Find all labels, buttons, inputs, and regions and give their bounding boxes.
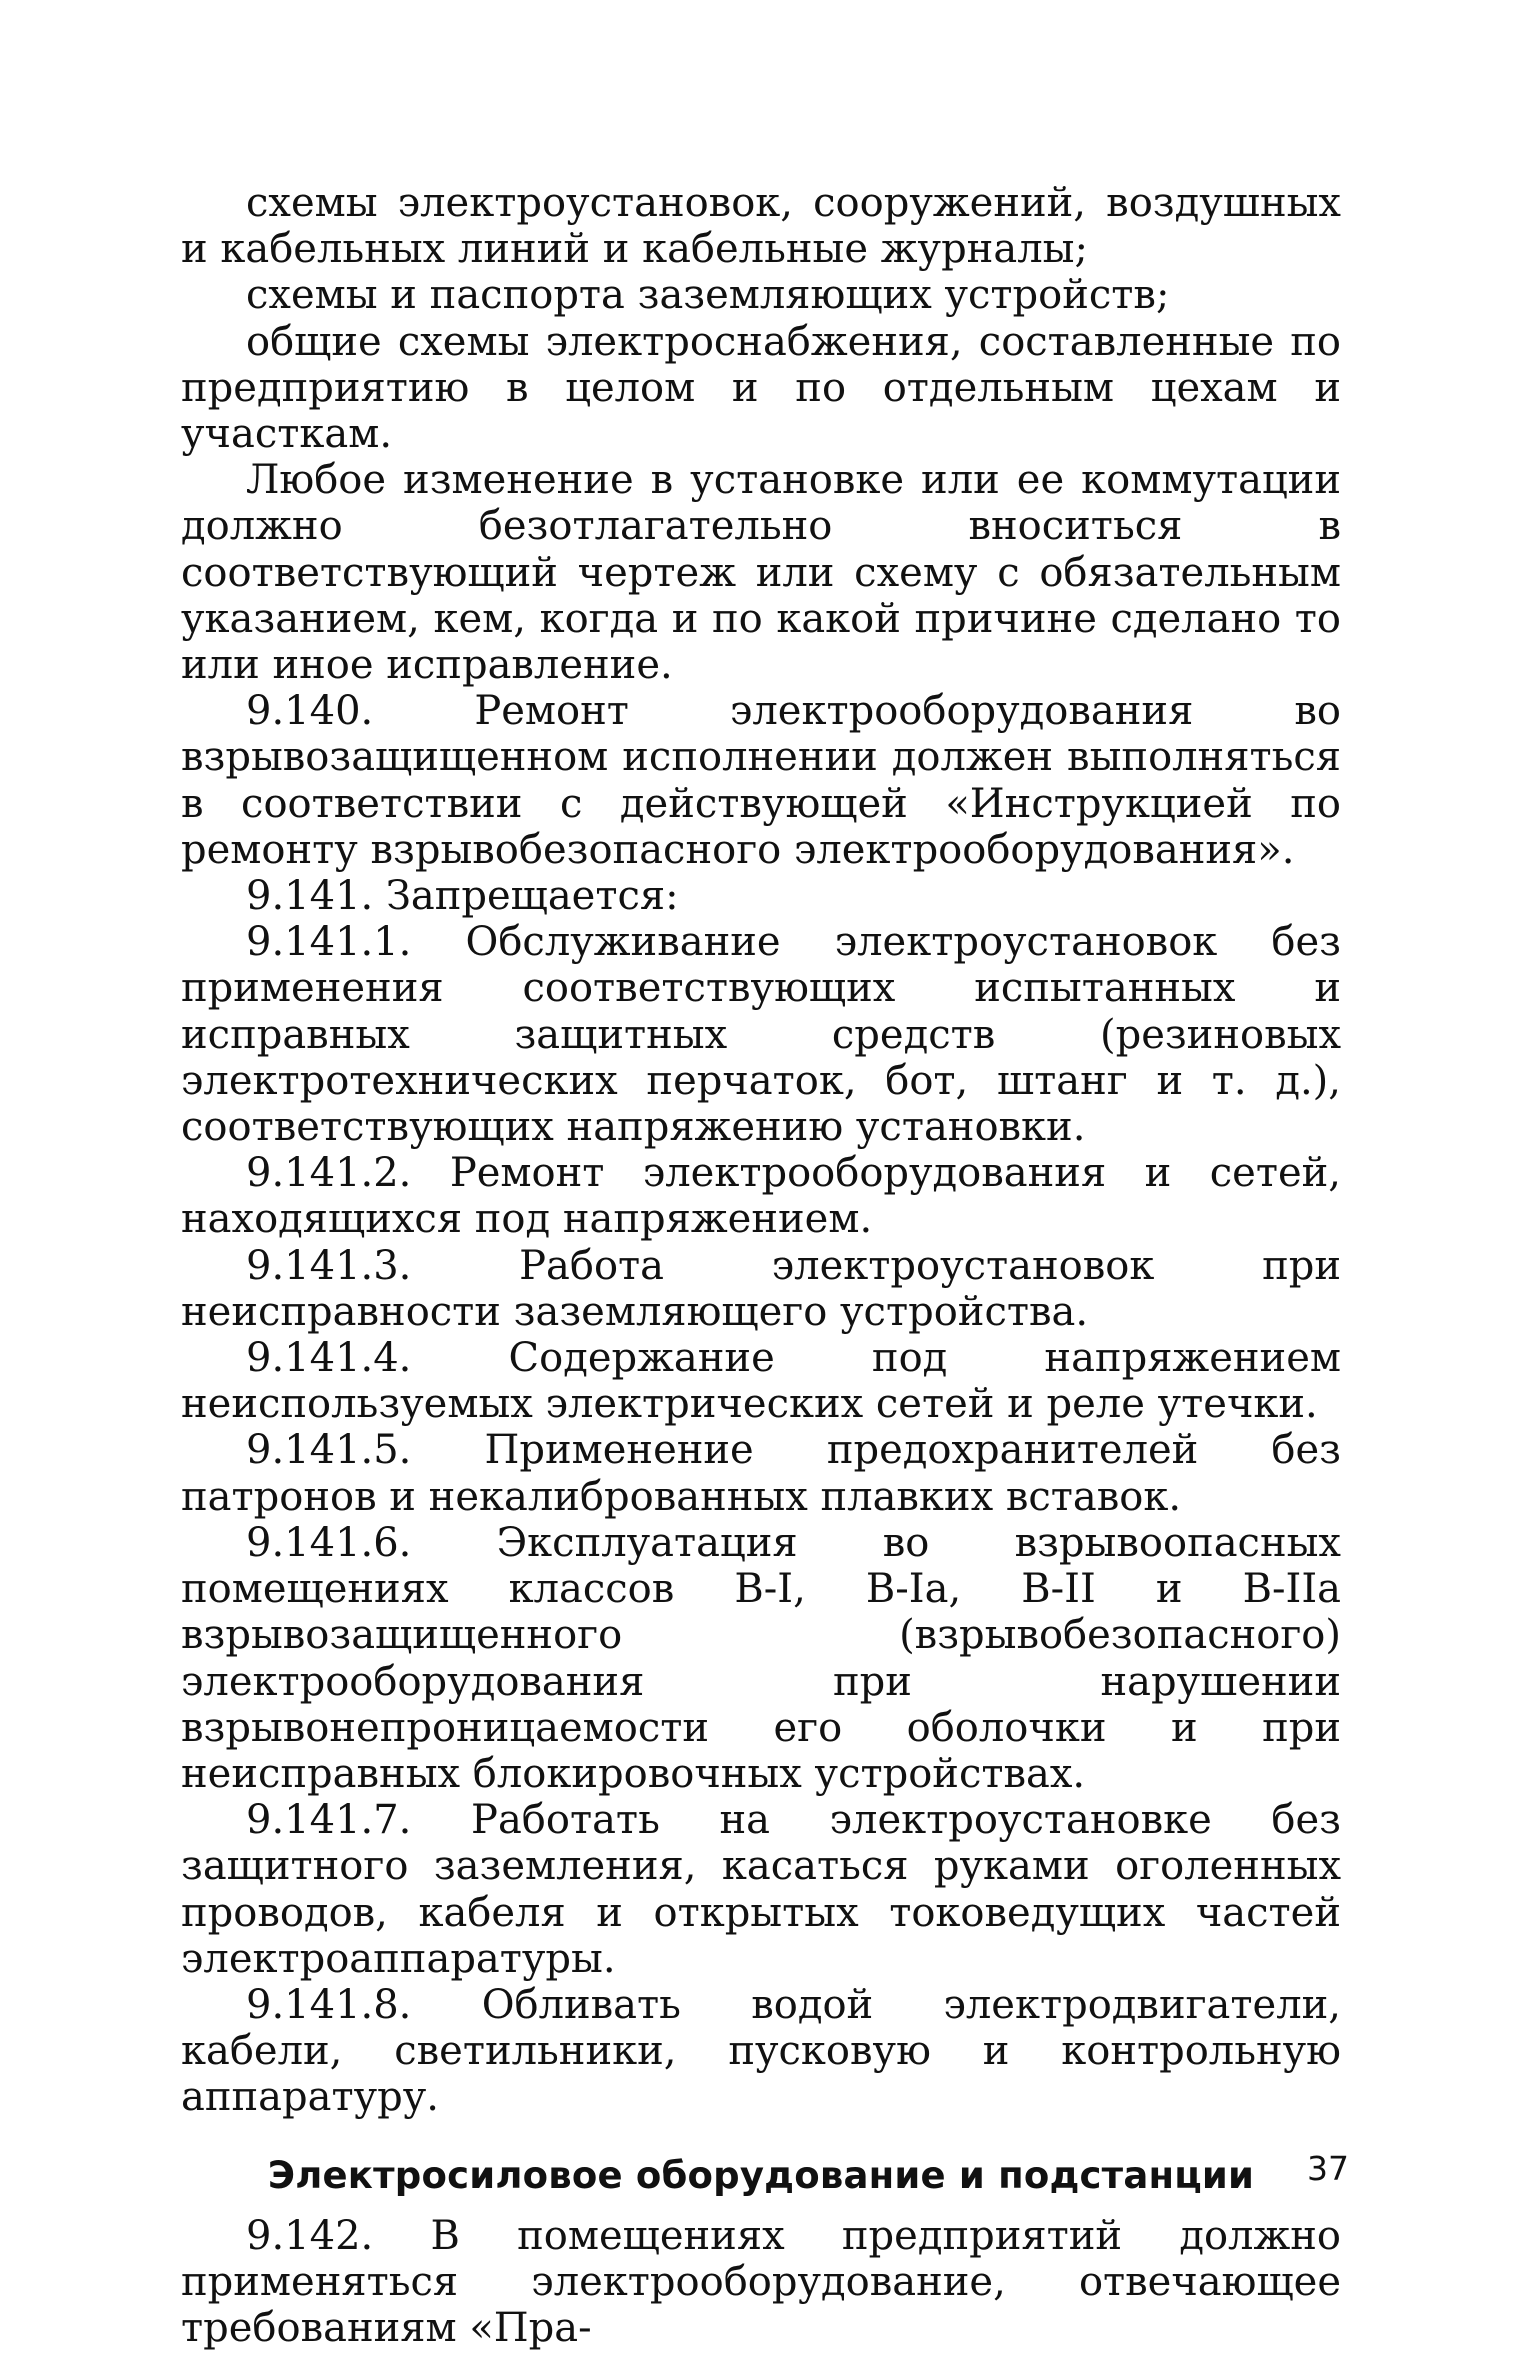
paragraph-schemes-installations: схемы электроустановок, сооружений, воздушных и кабельных линий и кабельные журналы; [181,180,1341,273]
paragraph-9-141-5: 9.141.5. Применение предохранителей без патронов и некалиброванных плавких вставок. [181,1427,1341,1520]
paragraph-9-141-3: 9.141.3. Работа электроустановок при неисправности заземляющего устройства. [181,1242,1341,1335]
paragraph-grounding-schemes: схемы и паспорта заземляющих устройств; [246,272,1170,319]
paragraph-9-140: 9.140. Ремонт электрооборудования во взрывозащищенном исполнении должен выполняться в соответствии с действующей «Инструкцией по ремонту взрывобезопасного электрооборудования». [181,688,1341,873]
paragraph-9-141-2: 9.141.2. Ремонт электрооборудования и сетей, находящихся под напряжением. [181,1150,1341,1243]
paragraph-power-supply-schemes: общие схемы электроснабжения, составленные по предприятию в целом и по отдельным цехам и участкам. [181,318,1341,458]
paragraph-9-141-1: 9.141.1. Обслуживание электроустановок без применения соответствующих испытанных и исправных защитных средств (резиновых электротехнических перчаток, бот, штанг и т. д.), соответствующих напряжению установки. [181,919,1341,1151]
section-heading: Электросиловое оборудование и подстанции [267,2153,1255,2197]
paragraph-9-141-4: 9.141.4. Содержание под напряжением неиспользуемых электрических сетей и реле утечки. [181,1335,1341,1428]
paragraph-change-records: Любое изменение в установке или ее коммутации должно безотлагательно вноситься в соответствующий чертеж или схему с обязательным указанием, кем, когда и по какой причине сделано то или иное исправление. [181,457,1341,689]
paragraph-9-142: 9.142. В помещениях предприятий должно применяться электрооборудование, отвечающее требованиям «Пра- [181,2212,1341,2351]
paragraph-9-141-6: 9.141.6. Эксплуатация во взрывоопасных помещениях классов В-I, В-Iа, В-II и В-IIа взрывозащищенного (взрывобезопасного) электрооборудования при нарушении взрывонепроницаемости его оболочки и при неисправных блокировочных устройствах. [181,1519,1341,1797]
paragraph-9-141-8: 9.141.8. Обливать водой электродвигатели, кабели, светильники, пусковую и контрольную аппаратуру. [181,1981,1341,2121]
page-number: 37 [1307,2149,1349,2188]
paragraph-9-141-7: 9.141.7. Работать на электроустановке без защитного заземления, касаться руками оголенных проводов, кабеля и открытых токоведущих частей электроаппаратуры. [181,1797,1341,1982]
paragraph-9-141: 9.141. Запрещается: [246,873,679,920]
book-page [181,180,1341,2351]
